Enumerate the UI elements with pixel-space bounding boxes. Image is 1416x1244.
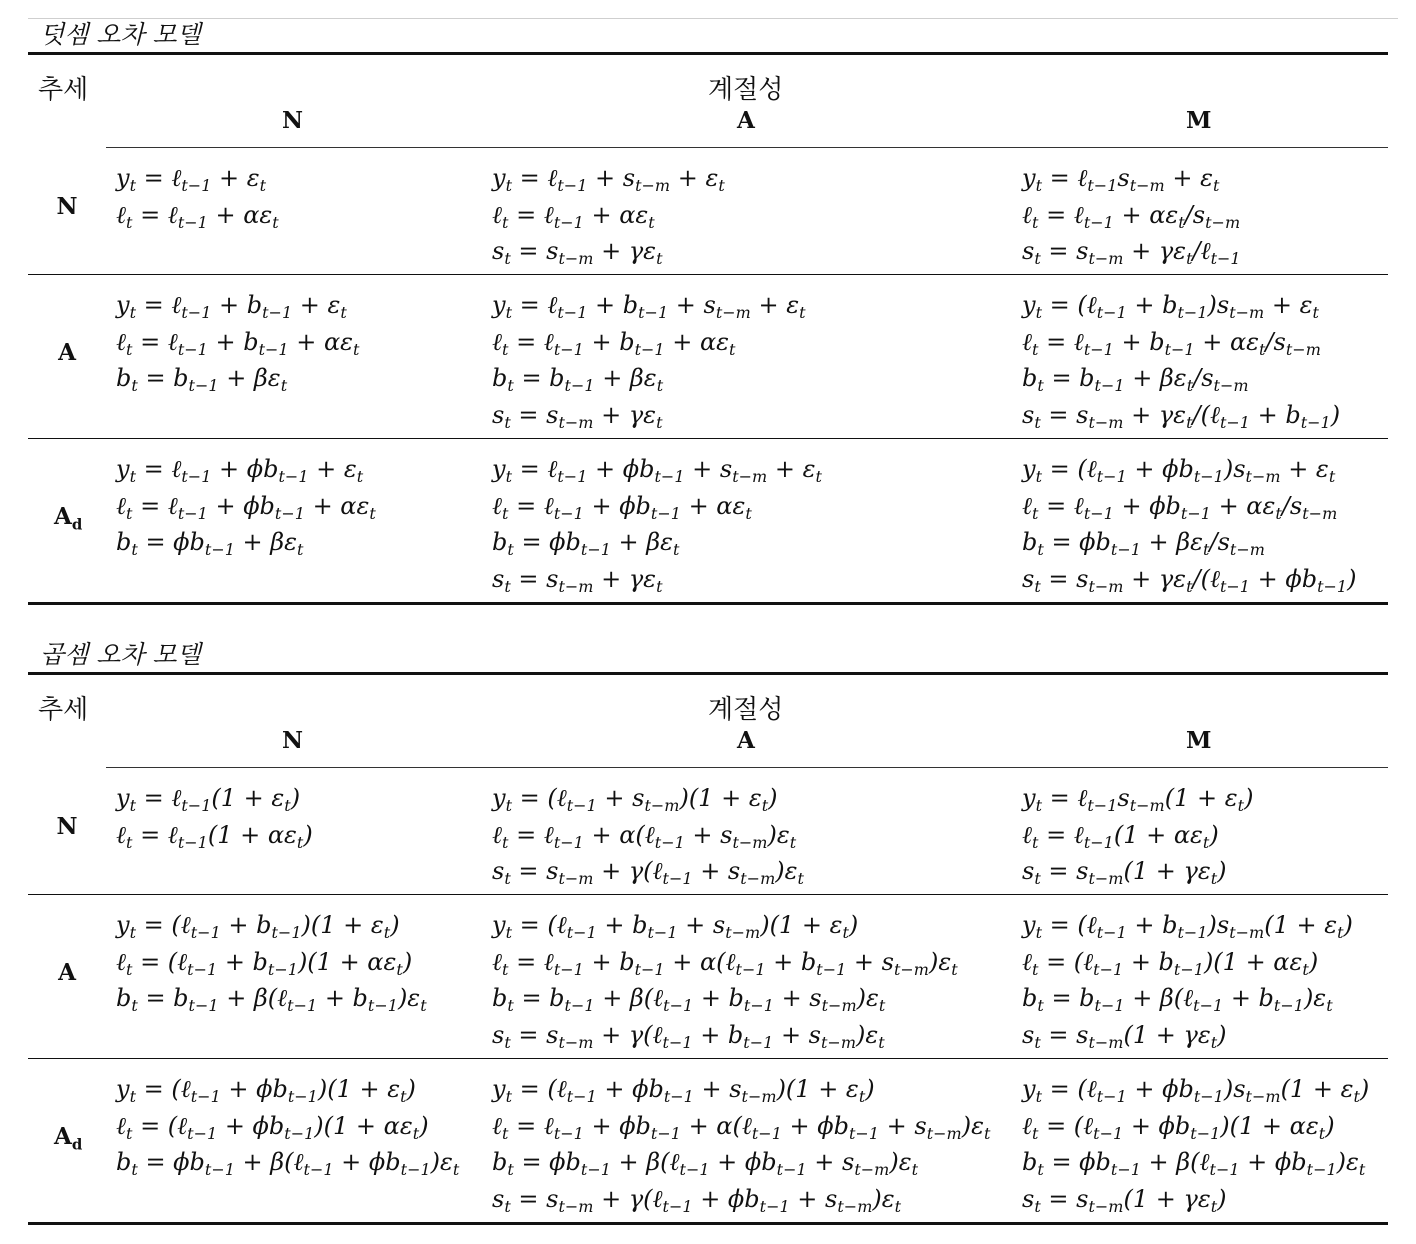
equation: $b_t = \phi b_{t-1}$ + β(ℓ$_{t-1}$ + $\phi b_{t-1} + s_{t-m})\varepsilon_t$ xyxy=(492,1148,919,1179)
equation: $b_t = \phi b_{t-1} + \beta\varepsilon_t$ xyxy=(492,528,680,559)
equation: $b_t = b_{t-1} + \beta\varepsilon_t$ xyxy=(492,364,664,395)
table-row xyxy=(28,1059,1388,1222)
equation: $y_t$ = $\ell_{t-1}s_{t-m}(1 + \varepsilon_t)$ xyxy=(1022,784,1254,815)
equation: ℓ$_t$ = ℓ$_{t-1}$ + $\phi b_{t-1} + \alpha\varepsilon_t$ xyxy=(116,491,376,523)
equation: $s_t = s_{t-m}(1 + \gamma\varepsilon_t)$ xyxy=(1022,1184,1227,1216)
seasonal-header: 계절성 xyxy=(708,75,784,105)
section-title: 곱셈 오차 모델 xyxy=(40,640,201,669)
equation: $b_t = b_{t-1} + \beta\varepsilon_t$ xyxy=(116,364,288,395)
cell-no-seasonal xyxy=(116,287,359,397)
cell-no-seasonal xyxy=(116,907,427,1017)
equation: $b_t = \phi b_{t-1} + \beta\varepsilon_t/s_{t-m}$ xyxy=(1022,528,1265,559)
cell-no-seasonal xyxy=(116,160,279,233)
cell-multiplicative-seasonal xyxy=(1022,1071,1369,1217)
equation: ℓ$_t$ = ℓ$_{t-1}$ + $b_{t-1} + \alpha\varepsilon_t$ xyxy=(116,327,360,359)
cell-no-seasonal xyxy=(116,451,376,561)
cell-additive-seasonal xyxy=(492,451,822,597)
table-row xyxy=(28,439,1388,602)
column-header-m: M xyxy=(1186,107,1212,134)
equation: $y_t$ = (ℓ$_{t-1}$ + $b_{t-1})s_{t-m} + \varepsilon_t$ xyxy=(1022,291,1319,322)
cell-no-seasonal xyxy=(116,1071,459,1181)
trend-label: $A_d$ xyxy=(54,503,83,534)
equation: $b_t = b_{t-1}$ + β(ℓ$_{t-1}$ + $b_{t-1} + s_{t-m})\varepsilon_t$ xyxy=(492,984,886,1015)
equation: $y_t$ = ℓ$_{t-1}$ + $\varepsilon_t$ xyxy=(116,164,267,195)
cell-additive-seasonal xyxy=(492,907,958,1053)
cell-multiplicative-seasonal xyxy=(1022,160,1241,270)
column-header-a: A xyxy=(737,727,755,754)
trend-header: 추세 xyxy=(38,695,89,725)
trend-label: N xyxy=(56,813,78,840)
table-row xyxy=(28,148,1388,274)
equation: $y_t$ = (ℓ$_{t-1}$ + $b_{t-1})s_{t-m}(1 + \varepsilon_t)$ xyxy=(1022,911,1353,942)
column-header-n: N xyxy=(282,107,304,134)
equation: ℓ$_t$ = ℓ$_{t-1}$(1 + $\alpha\varepsilon_t$) xyxy=(116,820,313,852)
equation: $s_t = s_{t-m}$ + $\gamma\varepsilon_t/(\ell_{t-1} + \phi b_{t-1})$ xyxy=(1022,564,1357,596)
equation: $y_t$ = ℓ$_{t-1}$ + $b_{t-1} + s_{t-m} + \varepsilon_t$ xyxy=(492,291,806,322)
table-row xyxy=(28,768,1388,894)
equation: ℓ$_t$ = (ℓ$_{t-1}$ + $b_{t-1})(1 + \alpha\varepsilon_t)$ xyxy=(116,947,413,979)
equation: $y_t$ = (ℓ$_{t-1}$ + $s_{t-m})(1 + \varepsilon_t)$ xyxy=(492,784,778,815)
cell-no-seasonal xyxy=(116,780,313,853)
cell-multiplicative-seasonal xyxy=(1022,287,1340,433)
equation: ℓ$_t$ = ℓ$_{t-1}$ + $\phi b_{t-1}$ + α(ℓ$_{t-1}$ + $\phi b_{t-1} + s_{t-m})\varepsilon_t$ xyxy=(492,1111,991,1143)
table-row xyxy=(28,275,1388,438)
equation: $y_t$ = (ℓ$_{t-1}$ + $b_{t-1})(1 + \varepsilon_t)$ xyxy=(116,911,400,942)
equation: $s_t = s_{t-m}(1 + \gamma\varepsilon_t)$ xyxy=(1022,857,1227,888)
equation: $s_t = s_{t-m}$ + γ(ℓ$_{t-1}$ + $\phi b_{t-1} + s_{t-m})\varepsilon_t$ xyxy=(492,1184,902,1216)
equation: $b_t = \phi b_{t-1}$ + β(ℓ$_{t-1}$ + $\phi b_{t-1})\varepsilon_t$ xyxy=(1022,1148,1366,1179)
equation: $b_t = b_{t-1}$ + β(ℓ$_{t-1}$ + $b_{t-1})\varepsilon_t$ xyxy=(1022,984,1333,1015)
cell-additive-seasonal xyxy=(492,780,804,890)
equation: ℓ$_t$ = ℓ$_{t-1}$ + $\phi b_{t-1} + \alpha\varepsilon_t/s_{t-m}$ xyxy=(1022,491,1338,523)
equation: ℓ$_t$ = (ℓ$_{t-1}$ + $\phi b_{t-1})(1 + \alpha\varepsilon_t)$ xyxy=(116,1111,429,1143)
table-bottom-rule xyxy=(28,1222,1388,1225)
equation: $y_t$ = ℓ$_{t-1}$ + $b_{t-1} + \varepsilon_t$ xyxy=(116,291,347,322)
table-header xyxy=(28,55,1388,148)
equation: $y_t$ = (ℓ$_{t-1}$ + $\phi b_{t-1})s_{t-m}(1 + \varepsilon_t)$ xyxy=(1022,1075,1370,1106)
column-header-a: A xyxy=(737,107,755,134)
multiplicative-error-section xyxy=(28,638,1388,1225)
trend-label: N xyxy=(56,193,78,220)
equation: ℓ$_t$ = ℓ$_{t-1}$ + $\alpha\varepsilon_t/s_{t-m}$ xyxy=(1022,200,1241,232)
equation: $y_t$ = (ℓ$_{t-1}$ + $\phi b_{t-1} + s_{t-m})(1 + \varepsilon_t)$ xyxy=(492,1075,875,1106)
equation: $s_t = s_{t-m}$ + γ(ℓ$_{t-1}$ + $b_{t-1} + s_{t-m})\varepsilon_t$ xyxy=(492,1020,885,1052)
cell-additive-seasonal xyxy=(492,1071,990,1217)
equation: $y_t$ = ℓ$_{t-1}$ + $\phi b_{t-1} + \varepsilon_t$ xyxy=(116,455,364,486)
table-bottom-rule xyxy=(28,602,1388,605)
column-header-m: M xyxy=(1186,727,1212,754)
additive-error-section xyxy=(28,18,1388,605)
equation: $s_t = s_{t-m} + \gamma\varepsilon_t$ xyxy=(492,400,663,432)
equation: $s_t = s_{t-m}$ + $\gamma\varepsilon_t/\ell_{t-1}$ xyxy=(1022,237,1241,268)
equation: $y_t$ = ℓ$_{t-1}$ + $\phi b_{t-1} + s_{t-m} + \varepsilon_t$ xyxy=(492,455,822,486)
equation: ℓ$_t$ = ℓ$_{t-1}$ + $b_{t-1} + \alpha\varepsilon_t$ xyxy=(492,327,736,359)
equation: $b_t = b_{t-1}$ + β(ℓ$_{t-1}$ + $b_{t-1})\varepsilon_t$ xyxy=(116,984,427,1015)
equation: ℓ$_t$ = (ℓ$_{t-1}$ + $b_{t-1})(1 + \alpha\varepsilon_t)$ xyxy=(1022,947,1319,979)
equation: ℓ$_t$ = ℓ$_{t-1}$ + α(ℓ$_{t-1}$ + $s_{t-m})\varepsilon_t$ xyxy=(492,820,797,852)
table-row xyxy=(28,895,1388,1058)
equation: ℓ$_t$ = ℓ$_{t-1}$(1 + $\alpha\varepsilon_t$) xyxy=(1022,820,1219,852)
equation: $y_t$ = $\ell_{t-1}s_{t-m} + \varepsilon_t$ xyxy=(1022,164,1220,195)
equation: $b_t = b_{t-1} + \beta\varepsilon_t/s_{t-m}$ xyxy=(1022,364,1249,395)
equation: $y_t$ = ℓ$_{t-1}$(1 + $\varepsilon_t$) xyxy=(116,784,301,815)
equation: $b_t = \phi b_{t-1} + \beta\varepsilon_t$ xyxy=(116,528,304,559)
cell-additive-seasonal xyxy=(492,160,725,270)
equation: ℓ$_t$ = ℓ$_{t-1}$ + $\alpha\varepsilon_t$ xyxy=(492,200,655,232)
seasonal-header: 계절성 xyxy=(708,695,784,725)
column-header-n: N xyxy=(282,727,304,754)
table-header xyxy=(28,675,1388,768)
equation: $y_t$ = (ℓ$_{t-1}$ + $b_{t-1} + s_{t-m})(1 + \varepsilon_t)$ xyxy=(492,911,859,942)
cell-multiplicative-seasonal xyxy=(1022,451,1356,597)
equation: ℓ$_t$ = (ℓ$_{t-1}$ + $\phi b_{t-1})(1 + \alpha\varepsilon_t)$ xyxy=(1022,1111,1335,1143)
equation: $s_t = s_{t-m}$ + $\gamma\varepsilon_t/(\ell_{t-1} + b_{t-1})$ xyxy=(1022,400,1341,432)
equation: $s_t = s_{t-m}$ + γ(ℓ$_{t-1}$ + $s_{t-m})\varepsilon_t$ xyxy=(492,857,804,888)
trend-label: A xyxy=(58,339,76,366)
equation: $s_t = s_{t-m} + \gamma\varepsilon_t$ xyxy=(492,564,663,596)
cell-additive-seasonal xyxy=(492,287,806,433)
section-title: 덧셈 오차 모델 xyxy=(40,20,201,49)
equation: ℓ$_t$ = ℓ$_{t-1}$ + $\phi b_{t-1} + \alpha\varepsilon_t$ xyxy=(492,491,752,523)
equation: $b_t = \phi b_{t-1}$ + β(ℓ$_{t-1}$ + $\phi b_{t-1})\varepsilon_t$ xyxy=(116,1148,460,1179)
equation: ℓ$_t$ = ℓ$_{t-1}$ + $b_{t-1}$ + α(ℓ$_{t-1}$ + $b_{t-1} + s_{t-m})\varepsilon_t$ xyxy=(492,947,958,979)
equation: ℓ$_t$ = ℓ$_{t-1}$ + $\alpha\varepsilon_t$ xyxy=(116,200,279,232)
equation: $s_t = s_{t-m}(1 + \gamma\varepsilon_t)$ xyxy=(1022,1020,1227,1052)
equation: $y_t$ = ℓ$_{t-1}$ + $s_{t-m} + \varepsilon_t$ xyxy=(492,164,725,195)
equation: $s_t = s_{t-m} + \gamma\varepsilon_t$ xyxy=(492,237,663,268)
equation: $y_t$ = (ℓ$_{t-1}$ + $\phi b_{t-1})s_{t-m} + \varepsilon_t$ xyxy=(1022,455,1336,486)
trend-label: A xyxy=(58,959,76,986)
equation: $y_t$ = (ℓ$_{t-1}$ + $\phi b_{t-1})(1 + \varepsilon_t)$ xyxy=(116,1075,416,1106)
trend-label: $A_d$ xyxy=(54,1123,83,1154)
cell-multiplicative-seasonal xyxy=(1022,907,1353,1053)
trend-header: 추세 xyxy=(38,75,89,105)
cell-multiplicative-seasonal xyxy=(1022,780,1253,890)
equation: ℓ$_t$ = ℓ$_{t-1}$ + $b_{t-1} + \alpha\varepsilon_t/s_{t-m}$ xyxy=(1022,327,1321,359)
